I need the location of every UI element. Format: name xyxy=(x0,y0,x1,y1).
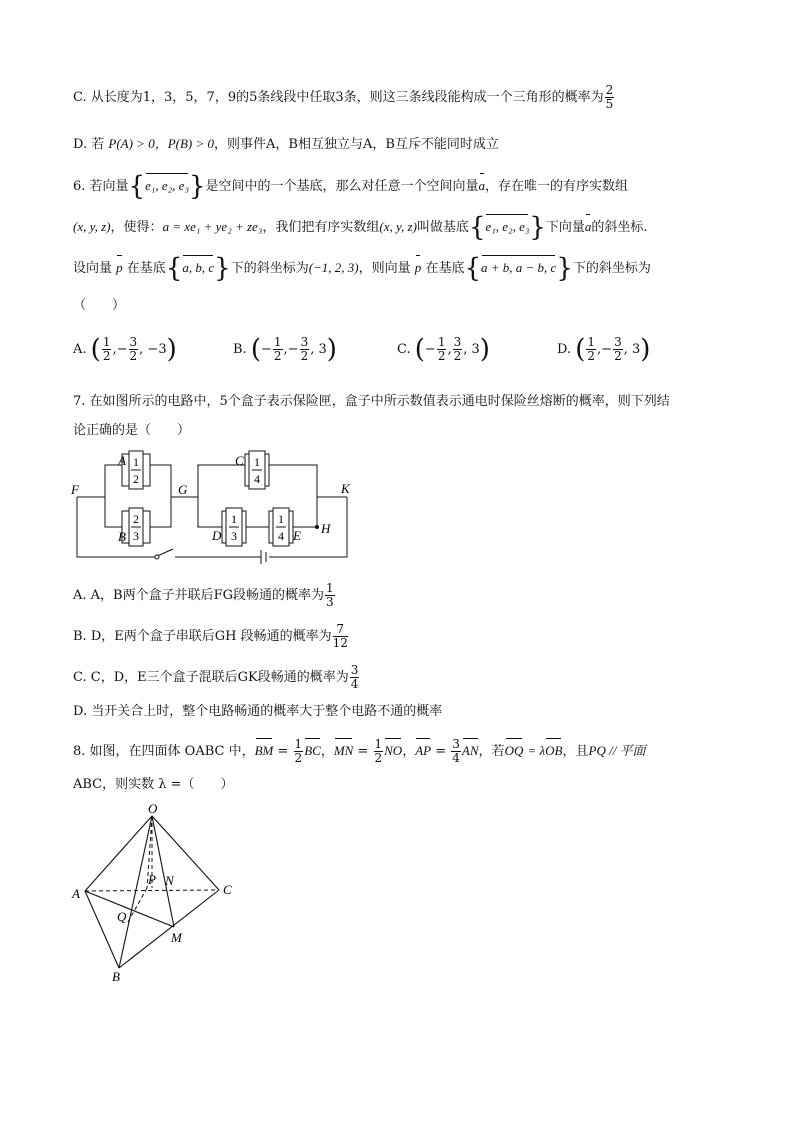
svg-text:D: D xyxy=(212,528,222,543)
q7-option-a[interactable]: A. A，B两个盒子并联后FG段畅通的概率为 $\frac{1}{3}$ xyxy=(73,581,334,609)
svg-text:C: C xyxy=(235,453,244,468)
svg-text:2: 2 xyxy=(133,472,139,486)
svg-text:1: 1 xyxy=(231,512,237,526)
svg-text:2: 2 xyxy=(133,512,139,526)
svg-text:O: O xyxy=(148,802,158,816)
vector-p: p xyxy=(116,258,123,278)
svg-text:4: 4 xyxy=(278,529,284,543)
q6-line1: 6. 若向量{e₁, e₂, e₃}是空间中的一个基底，那么对任意一个空间向量a，存在唯一的有序实数组 xyxy=(73,171,629,202)
q6-option-a[interactable]: A. ( $\frac{1}{2}$ ,− $\frac{3}{2}$ , −3) xyxy=(73,334,177,365)
svg-text:Q: Q xyxy=(117,909,127,924)
circuit-diagram xyxy=(65,445,365,567)
q6-option-d[interactable]: D. ( $\frac{1}{2}$ ,− $\frac{3}{2}$ , 3) xyxy=(557,334,651,365)
q6-line3: 设向量 p 在基底{a, b, c}下的斜坐标为(−1, 2, 3)，则向量 p 在基底{a + b, a − b, c}下的斜坐标为 xyxy=(73,253,651,284)
svg-text:F: F xyxy=(71,482,79,497)
q7-option-c[interactable]: C. C，D，E三个盒子混联后GK段畅通的概率为 $\frac{3}{4}$ xyxy=(73,663,359,691)
svg-text:4: 4 xyxy=(254,472,260,486)
svg-text:M: M xyxy=(171,930,182,945)
q5-option-c: C. 从长度为1，3，5，7，9的5条线段中任取3条，则这三条线段能构成一个三角形的概率为 $\frac{2}{5}$ xyxy=(73,83,614,111)
q6-option-b[interactable]: B. (− $\frac{1}{2}$ ,− $\frac{3}{2}$ , 3) xyxy=(233,334,337,365)
svg-text:E: E xyxy=(293,528,301,543)
q7-option-d[interactable]: D. 当开关合上时，整个电路畅通的概率大于整个电路不通的概率 xyxy=(73,704,443,719)
svg-text:1: 1 xyxy=(133,455,139,469)
svg-text:1: 1 xyxy=(254,455,260,469)
svg-text:K: K xyxy=(341,481,350,496)
svg-text:3: 3 xyxy=(133,529,139,543)
q6-option-c[interactable]: C. (− $\frac{1}{2}$ , $\frac{3}{2}$ , 3) xyxy=(397,334,490,365)
svg-text:P: P xyxy=(148,872,156,887)
q7-line1: 7. 在如图所示的电路中，5个盒子表示保险匣，盒子中所示数值表示通电时保险丝熔断的概率，则下列结 xyxy=(73,394,670,409)
q5-option-d: D. 若 P(A) > 0，P(B) > 0，则事件A，B相互独立与A，B互斥不能同时成立 xyxy=(73,136,499,152)
svg-text:B: B xyxy=(112,969,120,984)
svg-text:B: B xyxy=(118,529,126,544)
vector-a: a xyxy=(479,176,486,196)
fraction: $\frac{2}{5}$ xyxy=(605,83,614,111)
q8-line1: 8. 如图，在四面体 OABC 中，BM = $\frac{1}{2}$ BC，MN = $\frac{1}{2}$ NO，AP = $\frac{3}{4}$ AN，若OQ = λOB，且PQ // 平面 xyxy=(73,737,646,765)
tetrahedron-figure xyxy=(65,802,255,984)
svg-text:1: 1 xyxy=(278,512,284,526)
q6-line2: (x, y, z)，使得：a = xe₁ + ye₂ + ze₃，我们把有序实数组(x, y, z)叫做基底{e₁, e₂, e₃}下向量a的斜坐标. xyxy=(73,212,648,243)
q8-line2: ABC，则实数 λ =（ ） xyxy=(73,777,234,792)
q6-paren: （ ） xyxy=(73,298,126,313)
svg-text:G: G xyxy=(178,482,188,497)
svg-text:N: N xyxy=(165,873,174,888)
svg-text:3: 3 xyxy=(231,529,237,543)
svg-text:H: H xyxy=(321,521,331,536)
q7-option-b[interactable]: B. D，E两个盒子串联后GH 段畅通的概率为 $\frac{7}{12}$ xyxy=(73,622,348,650)
decomposition-equation: a = xe₁ + ye₂ + ze₃ xyxy=(162,219,263,234)
q7-line2: 论正确的是（ ） xyxy=(73,423,191,438)
basis-vectors: e₁, e₂, e₃ xyxy=(145,176,189,196)
svg-text:A: A xyxy=(72,886,80,901)
svg-text:A: A xyxy=(118,453,126,468)
svg-text:C: C xyxy=(223,882,232,897)
